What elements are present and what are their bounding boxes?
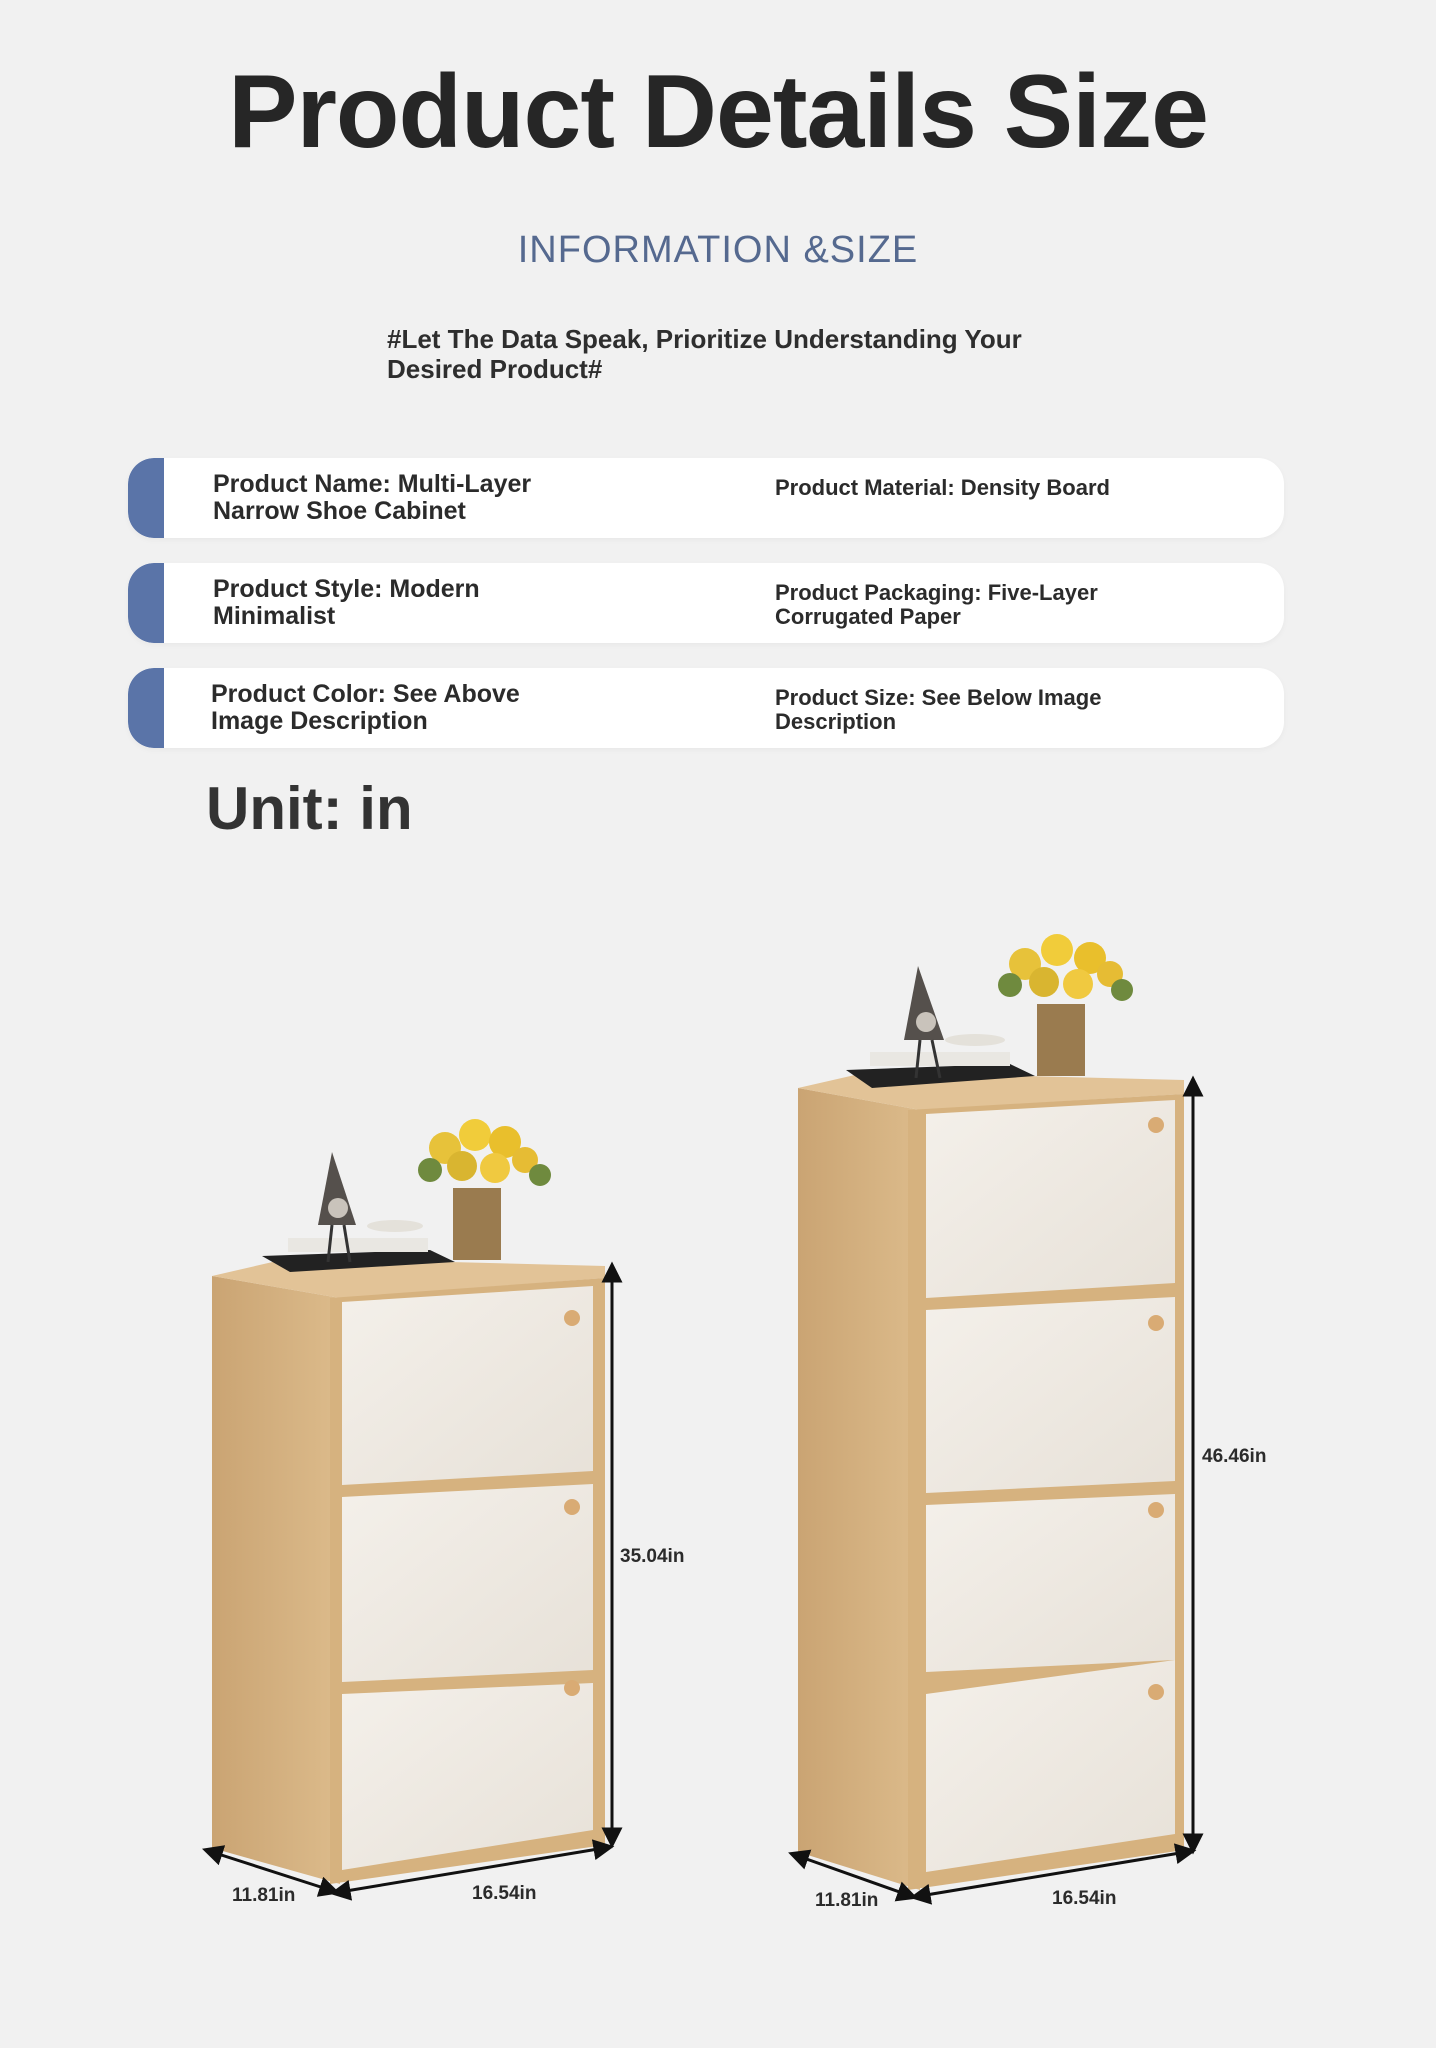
product-size-text: Product Size: See Below Image Description bbox=[775, 685, 1102, 734]
door bbox=[342, 1484, 593, 1682]
knob bbox=[1148, 1684, 1164, 1700]
tall-width-label: 16.54in bbox=[1052, 1888, 1117, 1909]
tall-height-label: 46.46in bbox=[1202, 1446, 1267, 1467]
small-height-label: 35.04in bbox=[620, 1546, 685, 1567]
knob bbox=[1148, 1117, 1164, 1133]
page-title: Product Details Size bbox=[228, 54, 1208, 170]
knob bbox=[564, 1680, 580, 1696]
cabinet-small bbox=[212, 1119, 612, 1892]
unit-label: Unit: in bbox=[206, 775, 413, 842]
section-subtitle: INFORMATION &SIZE bbox=[517, 229, 919, 271]
small-depth-label: 11.81in bbox=[232, 1885, 296, 1906]
knob bbox=[1148, 1502, 1164, 1518]
small-width-label: 16.54in bbox=[472, 1883, 537, 1904]
cabinet-tall bbox=[798, 934, 1193, 1896]
product-style-text: Product Style: Modern Minimalist bbox=[213, 575, 480, 630]
tagline: #Let The Data Speak, Prioritize Understanding Your Desired Product# bbox=[387, 324, 1022, 384]
door bbox=[926, 1494, 1175, 1672]
door bbox=[342, 1286, 593, 1485]
knob bbox=[1148, 1315, 1164, 1331]
door bbox=[926, 1100, 1175, 1298]
knob bbox=[564, 1310, 580, 1326]
knob bbox=[564, 1499, 580, 1515]
product-name-text: Product Name: Multi-Layer Narrow Shoe Cabinet bbox=[213, 470, 532, 525]
product-packaging-text: Product Packaging: Five-Layer Corrugated Paper bbox=[775, 580, 1098, 629]
tall-depth-label: 11.81in bbox=[815, 1890, 879, 1911]
door bbox=[926, 1297, 1175, 1493]
product-color-text: Product Color: See Above Image Description bbox=[211, 680, 520, 735]
product-material-text: Product Material: Density Board bbox=[775, 475, 1110, 500]
